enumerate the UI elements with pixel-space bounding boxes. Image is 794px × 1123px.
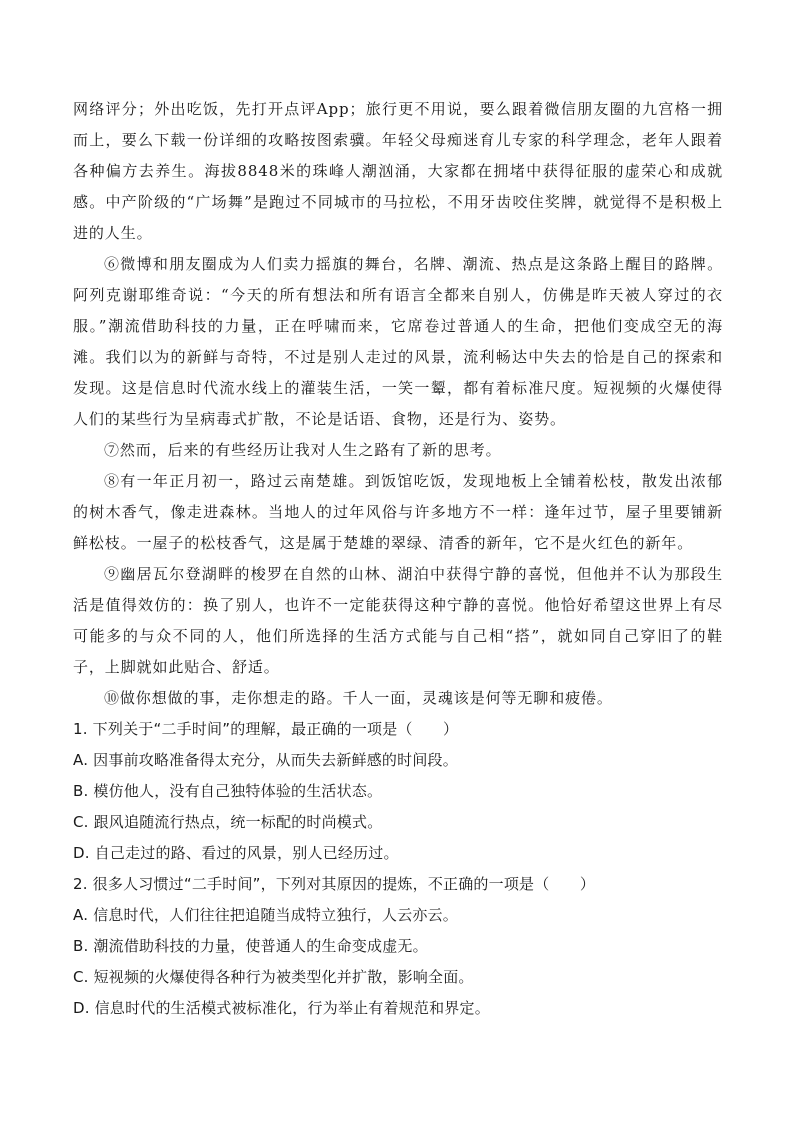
passage-paragraph-continuation: 网络评分；外出吃饭，先打开点评App；旅行更不用说，要么跟着微信朋友圈的九宫格一拥而上，要么下载一份详细的攻略按图索骥。年轻父母痴迷育儿专家的科学理念，老年人跟着各种偏方去养生。海拔8848米的珠峰人潮汹涌，大家都在拥堵中获得征服的虚荣心和成就感。中产阶级的“广场舞”是跑过不同城市的马拉松，不用牙齿咬住奖牌，就觉得不是积极上进的人生。 <box>73 100 723 242</box>
passage-paragraph-8: ⑧有一年正月初一，路过云南楚雄。到饭馆吃饭，发现地板上全铺着松枝，散发出浓郁的树木香气，像走进森林。当地人的过年风俗与许多地方不一样：逢年过节，屋子里要铺新鲜松枝。一屋子的松枝香气，这是属于楚雄的翠绿、清香的新年，它不是火红色的新年。 <box>73 472 723 552</box>
passage-paragraph-10: ⑩做你想做的事，走你想走的路。千人一面，灵魂该是何等无聊和疲倦。 <box>104 689 613 707</box>
passage-paragraph-9: ⑨幽居瓦尔登湖畔的梭罗在自然的山林、湖泊中获得宁静的喜悦，但他并不认为那段生活是值得效仿的：换了别人，也许不一定能获得这种宁静的喜悦。他恰好希望这世界上有尽可能多的与众不同的人，他们所选择的生活方式能与自己相“搭”，就如同自己穿旧了的鞋子，上脚就如此贴合、舒适。 <box>73 565 723 676</box>
question-2 <box>73 869 723 1024</box>
question-2-option-c: C. 短视频的火爆使得各种行为被类型化并扩散，影响全面。 <box>73 968 474 986</box>
document-page <box>73 94 723 1024</box>
question-2-option-b: B. 潮流借助科技的力量，使普通人的生命变成虚无。 <box>73 937 428 955</box>
question-1 <box>73 714 723 869</box>
passage-paragraph-6: ⑥微博和朋友圈成为人们卖力摇旗的舞台，名牌、潮流、热点是这条路上醒目的路牌。阿列克谢耶维奇说：“今天的所有想法和所有语言全都来自别人，仿佛是昨天被人穿过的衣服。”潮流借助科技的力量，正在呼啸而来，它席卷过普通人的生命，把他们变成空无的海滩。我们以为的新鲜与奇特，不过是别人走过的风景，流利畅达中失去的恰是自己的探索和发现。这是信息时代流水线上的灌装生活，一笑一颦，都有着标准尺度。短视频的火爆使得人们的某些行为呈病毒式扩散，不论是话语、食物，还是行为、姿势。 <box>73 255 723 428</box>
question-2-option-a: A. 信息时代，人们往往把追随当成特立独行，人云亦云。 <box>73 906 458 924</box>
passage-paragraph-7: ⑦然而，后来的有些经历让我对人生之路有了新的思考。 <box>104 441 502 459</box>
question-1-option-b: B. 模仿他人，没有自己独特体验的生活状态。 <box>73 782 383 800</box>
question-2-stem: 2. 很多人习惯过“二手时间”，下列对其原因的提炼，不正确的一项是（ ） <box>73 875 596 893</box>
question-1-stem: 1. 下列关于“二手时间”的理解，最正确的一项是（ ） <box>73 720 459 738</box>
question-1-option-d: D. 自己走过的路、看过的风景，别人已经历过。 <box>73 844 399 862</box>
question-1-option-c: C. 跟风追随流行热点，统一标配的时尚模式。 <box>73 813 383 831</box>
question-1-option-a: A. 因事前攻略准备得太充分，从而失去新鲜感的时间段。 <box>73 751 458 769</box>
question-2-option-d: D. 信息时代的生活模式被标准化，行为举止有着规范和界定。 <box>73 999 490 1017</box>
